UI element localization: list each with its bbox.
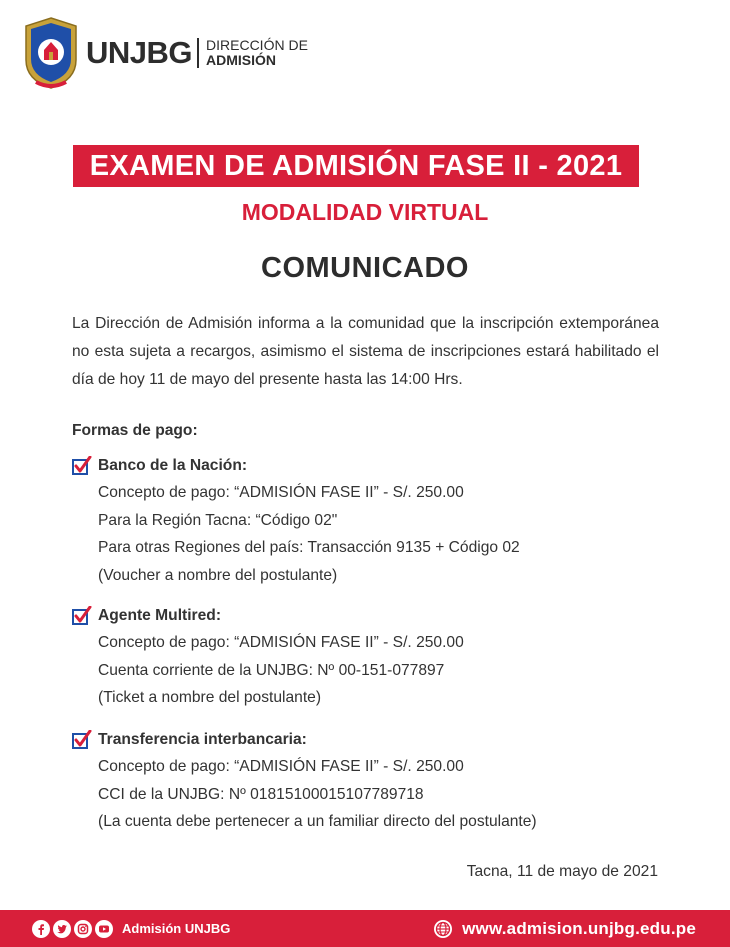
social-handle[interactable]: Admisión UNJBG: [122, 921, 231, 936]
section-line: Concepto de pago: “ADMISIÓN FASE II” - S/. 250.00: [98, 634, 464, 651]
intro-paragraph: La Dirección de Admisión informa a la comunidad que la inscripción extemporánea no esta sujeta a recargos, asimismo el sistema de inscripciones estará habilitado el día de hoy 11 de mayo del presente hasta las 14:00 Hrs.: [72, 315, 659, 388]
checkbox-checked-icon: [72, 456, 92, 476]
section-line: Para otras Regiones del país: Transacción 9135 + Código 02: [98, 539, 520, 556]
payment-section-transferencia: [72, 727, 537, 836]
exam-banner: EXAMEN DE ADMISIÓN FASE II - 2021: [73, 145, 639, 187]
footer-bar: [0, 910, 730, 947]
website-url[interactable]: www.admision.unjbg.edu.pe: [462, 918, 696, 938]
section-line: (La cuenta debe pertenecer a un familiar directo del postulante): [98, 813, 537, 830]
instagram-icon[interactable]: [74, 920, 92, 938]
checkbox-checked-icon: [72, 730, 92, 750]
page-title: COMUNICADO: [261, 252, 469, 284]
document-date: Tacna, 11 de mayo de 2021: [466, 863, 658, 880]
payment-section-multired: [72, 603, 464, 712]
section-line: Para la Región Tacna: “Código 02": [98, 511, 338, 529]
section-title: Banco de la Nación:: [98, 457, 248, 474]
twitter-icon[interactable]: [53, 920, 71, 938]
modality-subtitle: MODALIDAD VIRTUAL: [241, 199, 489, 225]
payment-section-banco: [72, 453, 520, 589]
section-title: Agente Multired:: [98, 607, 222, 624]
department-line-2: ADMISIÓN: [206, 52, 277, 68]
section-line: Cuenta corriente de la UNJBG: Nº 00-151-077897: [98, 661, 445, 679]
payment-methods-heading: Formas de pago:: [72, 422, 198, 439]
section-title: Transferencia interbancaria:: [98, 731, 307, 748]
header: [22, 14, 308, 92]
social-links: [32, 920, 230, 938]
checkbox-checked-icon: [72, 606, 92, 626]
section-line: Concepto de pago: “ADMISIÓN FASE II” - S/. 250.00: [98, 484, 464, 501]
brand-name: UNJBG: [86, 35, 193, 70]
department-line-1: DIRECCIÓN DE: [206, 37, 308, 53]
department-name: [206, 38, 308, 68]
section-line: Concepto de pago: “ADMISIÓN FASE II” - S/. 250.00: [98, 758, 464, 775]
section-line: (Voucher a nombre del postulante): [98, 566, 338, 584]
globe-icon: [433, 919, 453, 939]
website-link-group[interactable]: [433, 919, 696, 939]
brand-divider: [197, 38, 199, 68]
section-line: CCI de la UNJBG: Nº 01815100015107789718: [98, 785, 424, 803]
section-line: (Ticket a nombre del postulante): [98, 689, 322, 706]
youtube-icon[interactable]: [95, 920, 113, 938]
facebook-icon[interactable]: [32, 920, 50, 938]
university-seal-icon: [22, 16, 80, 90]
